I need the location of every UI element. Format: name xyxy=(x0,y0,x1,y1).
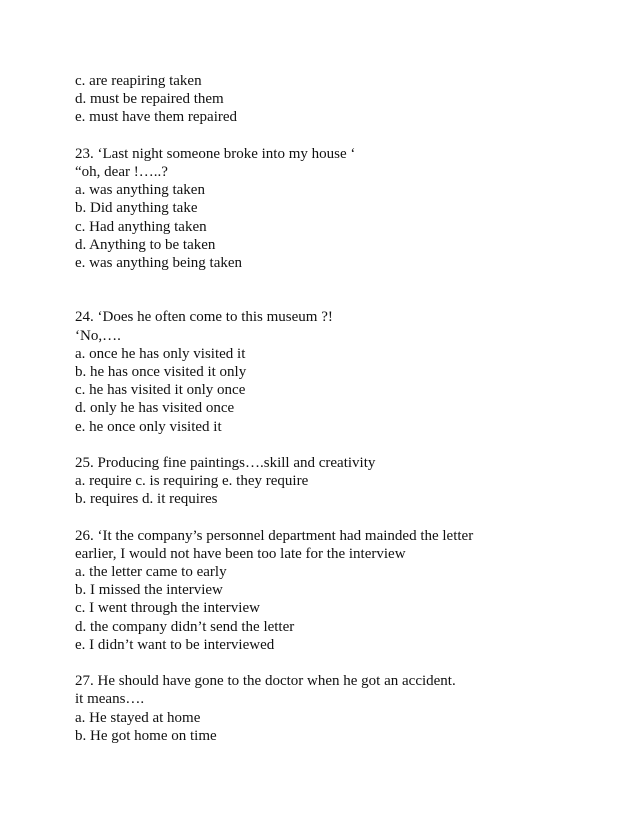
question-stem: 23. ‘Last night someone broke into my house ‘ xyxy=(75,145,356,162)
question-24 xyxy=(75,308,595,435)
question-stem-continued: ‘No,…. xyxy=(75,327,121,344)
question-23 xyxy=(75,145,595,272)
document-page xyxy=(75,72,595,745)
option-c: c. are reapiring taken xyxy=(75,73,202,89)
question-26 xyxy=(75,527,595,654)
option-d: d. Anything to be taken xyxy=(75,236,216,253)
option-d: d. only he has visited once xyxy=(75,400,235,417)
question-stem: 27. He should have gone to the doctor when he got an accident. xyxy=(75,673,456,690)
question-25 xyxy=(75,454,595,509)
option-d: d. the company didn’t send the letter xyxy=(75,618,295,635)
carryover-options xyxy=(75,72,595,127)
question-stem: 24. ‘Does he often come to this museum ?! xyxy=(75,309,333,326)
option-c: c. Had anything taken xyxy=(75,218,207,235)
option-c: c. I went through the interview xyxy=(75,600,260,617)
option-b: b. he has once visited it only xyxy=(75,364,247,381)
option-a: a. the letter came to early xyxy=(75,564,227,581)
option-a: a. was anything taken xyxy=(75,182,205,199)
option-row-2: b. requires d. it requires xyxy=(75,491,218,508)
option-a: a. He stayed at home xyxy=(75,709,201,726)
option-a: a. once he has only visited it xyxy=(75,345,246,362)
question-stem-continued: “oh, dear !…..? xyxy=(75,163,168,180)
option-b: b. He got home on time xyxy=(75,727,217,744)
option-e: e. must have them repaired xyxy=(75,109,238,126)
option-e: e. he once only visited it xyxy=(75,418,222,435)
question-stem: 26. ‘It the company’s personnel department had mainded the letter xyxy=(75,527,474,544)
option-d: d. must be repaired them xyxy=(75,91,224,108)
question-stem-continued: it means…. xyxy=(75,691,145,708)
option-c: c. he has visited it only once xyxy=(75,382,246,399)
option-row-1: a. require c. is requiring e. they require xyxy=(75,473,309,490)
question-27 xyxy=(75,672,595,745)
option-b: b. I missed the interview xyxy=(75,582,223,599)
option-b: b. Did anything take xyxy=(75,200,198,217)
question-stem: 25. Producing fine paintings….skill and creativity xyxy=(75,454,376,471)
option-e: e. was anything being taken xyxy=(75,254,243,271)
question-stem-continued: earlier, I would not have been too late for the interview xyxy=(75,545,406,562)
option-e: e. I didn’t want to be interviewed xyxy=(75,636,275,653)
